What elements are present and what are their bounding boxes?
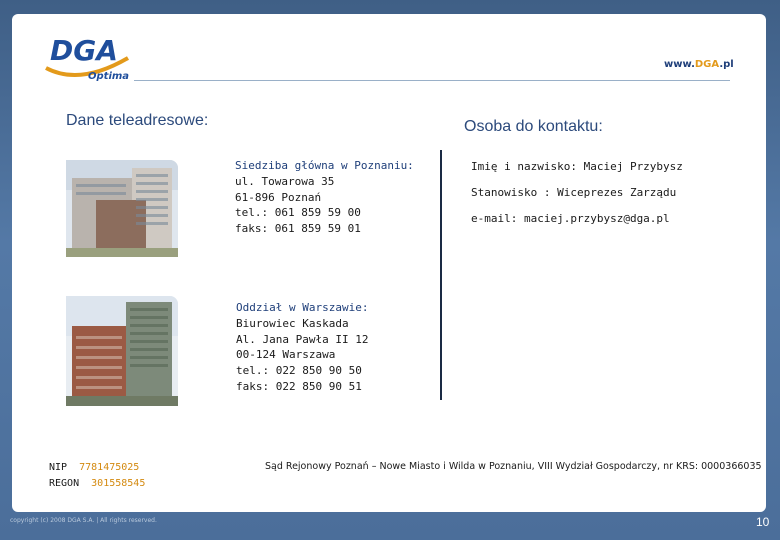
main-office-phone: tel.: 061 859 59 00 bbox=[235, 206, 361, 220]
warsaw-office-city: 00-124 Warszawa bbox=[236, 348, 336, 362]
logo-text: DGA bbox=[50, 34, 118, 67]
contact-person-heading: Osoba do kontaktu: bbox=[464, 118, 603, 135]
warsaw-office-title: Oddział w Warszawie: bbox=[236, 301, 369, 314]
website-link[interactable]: www.DGA.pl bbox=[664, 59, 734, 70]
warsaw-office-building: Biurowiec Kaskada bbox=[236, 316, 349, 330]
header-divider bbox=[134, 80, 730, 81]
regon-label: REGON bbox=[49, 478, 80, 489]
contact-email[interactable]: e-mail: maciej.przybysz@dga.pl bbox=[471, 212, 670, 225]
nip-value: 7781475025 bbox=[79, 462, 140, 473]
main-office-address bbox=[235, 158, 414, 237]
regon-value: 301558545 bbox=[91, 478, 146, 489]
copyright-text: copyright (c) 2008 DGA S.A. | All rights reserved. bbox=[10, 517, 157, 524]
warsaw-office-street: Al. Jana Pawła II 12 bbox=[236, 332, 369, 346]
contact-position: Stanowisko : Wiceprezes Zarządu bbox=[471, 186, 677, 199]
vertical-divider bbox=[440, 150, 442, 400]
slide bbox=[12, 14, 766, 512]
warsaw-office-address bbox=[236, 300, 368, 395]
warsaw-office-photo bbox=[66, 296, 178, 406]
nip-label: NIP bbox=[49, 462, 68, 473]
main-office-title: Siedziba główna w Poznaniu: bbox=[235, 159, 414, 172]
regon-row bbox=[49, 476, 145, 492]
main-office-fax: faks: 061 859 59 01 bbox=[235, 222, 361, 236]
nip-row bbox=[49, 460, 145, 476]
logo-subtext: Optima bbox=[88, 71, 130, 82]
warsaw-office-fax: faks: 022 850 90 51 bbox=[236, 379, 362, 393]
page-number: 10 bbox=[756, 515, 770, 529]
warsaw-office-phone: tel.: 022 850 90 50 bbox=[236, 364, 362, 378]
court-registry-text: Sąd Rejonowy Poznań – Nowe Miasto i Wilda w Poznaniu, VIII Wydział Gospodarczy, nr KRS: 0000366035 bbox=[265, 461, 762, 472]
registry-numbers bbox=[49, 460, 145, 492]
main-office-city: 61-896 Poznań bbox=[235, 190, 322, 204]
poznan-office-photo bbox=[66, 160, 178, 257]
main-office-street: ul. Towarowa 35 bbox=[235, 174, 335, 188]
contact-details-heading: Dane teleadresowe: bbox=[66, 112, 209, 129]
contact-name: Imię i nazwisko: Maciej Przybysz bbox=[471, 160, 683, 173]
dga-logo bbox=[40, 28, 140, 83]
